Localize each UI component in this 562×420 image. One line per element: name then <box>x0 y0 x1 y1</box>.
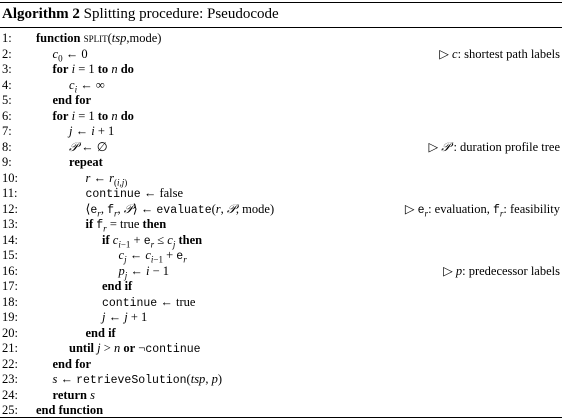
line-number: 23: <box>2 372 18 386</box>
code-line <box>0 170 562 186</box>
code-text: end if <box>85 325 116 340</box>
code-comment: ▷ p: predecessor labels <box>443 263 560 278</box>
code-comment: ▷ c: shortest path labels <box>439 46 560 61</box>
line-number: 10: <box>2 170 18 185</box>
code-text: $⟨e_r$, $f_r$, 𝒫⟩ ← evaluate(r, 𝒫, mode) <box>85 200 275 218</box>
code-line <box>0 278 562 294</box>
code-text: end for <box>52 93 92 107</box>
line-number: 9: <box>2 155 12 169</box>
line-number: 19: <box>2 310 18 324</box>
line-number: 13: <box>2 217 18 231</box>
code-text: if $c_{i-1} + e_r \le c_j$ then <box>102 232 203 249</box>
code-text: $p_j$ ← i − 1 <box>118 263 170 280</box>
code-line <box>0 92 562 108</box>
line-number: 20: <box>2 325 18 340</box>
line-number: 22: <box>2 356 18 371</box>
bottom-rule <box>0 417 562 418</box>
line-number: 21: <box>2 341 18 355</box>
code-line <box>0 325 562 341</box>
line-number: 12: <box>2 201 18 216</box>
code-line <box>0 201 562 217</box>
code-text: continue ← false <box>85 186 184 201</box>
code-text: $c_0$ ← 0 <box>52 46 88 63</box>
code-text: return s <box>52 387 95 402</box>
code-text: function split(tsp,mode) <box>36 31 162 45</box>
code-text: j ← i + 1 <box>69 124 115 138</box>
code-line <box>0 247 562 263</box>
line-number: 25: <box>2 403 18 417</box>
line-number: 5: <box>2 93 12 107</box>
code-text: end if <box>102 279 133 293</box>
code-text: if $f_r$ = true then <box>85 217 167 234</box>
code-line <box>0 216 562 232</box>
caption-rule <box>0 27 562 28</box>
line-number: 11: <box>2 186 18 200</box>
line-number: 15: <box>2 248 18 262</box>
top-rule <box>0 2 562 3</box>
code-text: end function <box>36 403 104 417</box>
code-comment: ▷ $e_r$: evaluation, $f_r$: feasibility <box>404 201 560 218</box>
code-text: 𝒫 ← ∅ <box>69 138 108 154</box>
code-line <box>0 30 562 46</box>
code-text: s ← retrieveSolution(tsp, p) <box>52 372 222 387</box>
code-line <box>0 46 562 62</box>
code-line <box>0 340 562 356</box>
code-text: continue ← true <box>102 294 196 310</box>
code-line <box>0 387 562 403</box>
code-text: j ← j + 1 <box>102 310 148 324</box>
code-line <box>0 77 562 93</box>
code-line <box>0 263 562 279</box>
code-text: for i = 1 to n do <box>52 62 134 76</box>
line-number: 24: <box>2 387 18 402</box>
code-text: r ← $r_{(i,j)}$ <box>85 170 128 187</box>
line-number: 16: <box>2 263 18 278</box>
line-number: 2: <box>2 46 12 61</box>
code-line <box>0 402 562 418</box>
code-text: repeat <box>69 155 103 169</box>
line-number: 8: <box>2 139 12 154</box>
code-text: $c_i$ ← ∞ <box>69 77 105 94</box>
algorithm-caption <box>2 5 279 23</box>
code-line <box>0 356 562 372</box>
code-line <box>0 309 562 325</box>
line-number: 18: <box>2 294 18 309</box>
code-text: end for <box>52 356 92 371</box>
code-line <box>0 108 562 124</box>
code-line <box>0 185 562 201</box>
code-comment: ▷ 𝒫 : duration profile tree <box>428 138 560 154</box>
algorithm-title: Splitting procedure: Pseudocode <box>83 6 279 22</box>
line-number: 6: <box>2 108 12 123</box>
line-number: 17: <box>2 279 18 293</box>
code-line <box>0 232 562 248</box>
code-line <box>0 371 562 387</box>
algorithm-label: Algorithm 2 <box>2 6 80 22</box>
code-line <box>0 139 562 155</box>
code-line <box>0 154 562 170</box>
line-number: 14: <box>2 232 18 247</box>
code-text: until j > n or ¬continue <box>69 341 201 356</box>
code-text: for i = 1 to n do <box>52 108 134 123</box>
code-line <box>0 123 562 139</box>
line-number: 3: <box>2 62 12 76</box>
code-line <box>0 294 562 310</box>
code-line <box>0 61 562 77</box>
line-number: 7: <box>2 124 12 138</box>
code-text: $c_j$ ← $c_{i-1} + e_r$ <box>118 248 187 265</box>
line-number: 4: <box>2 77 12 92</box>
line-number: 1: <box>2 31 12 45</box>
